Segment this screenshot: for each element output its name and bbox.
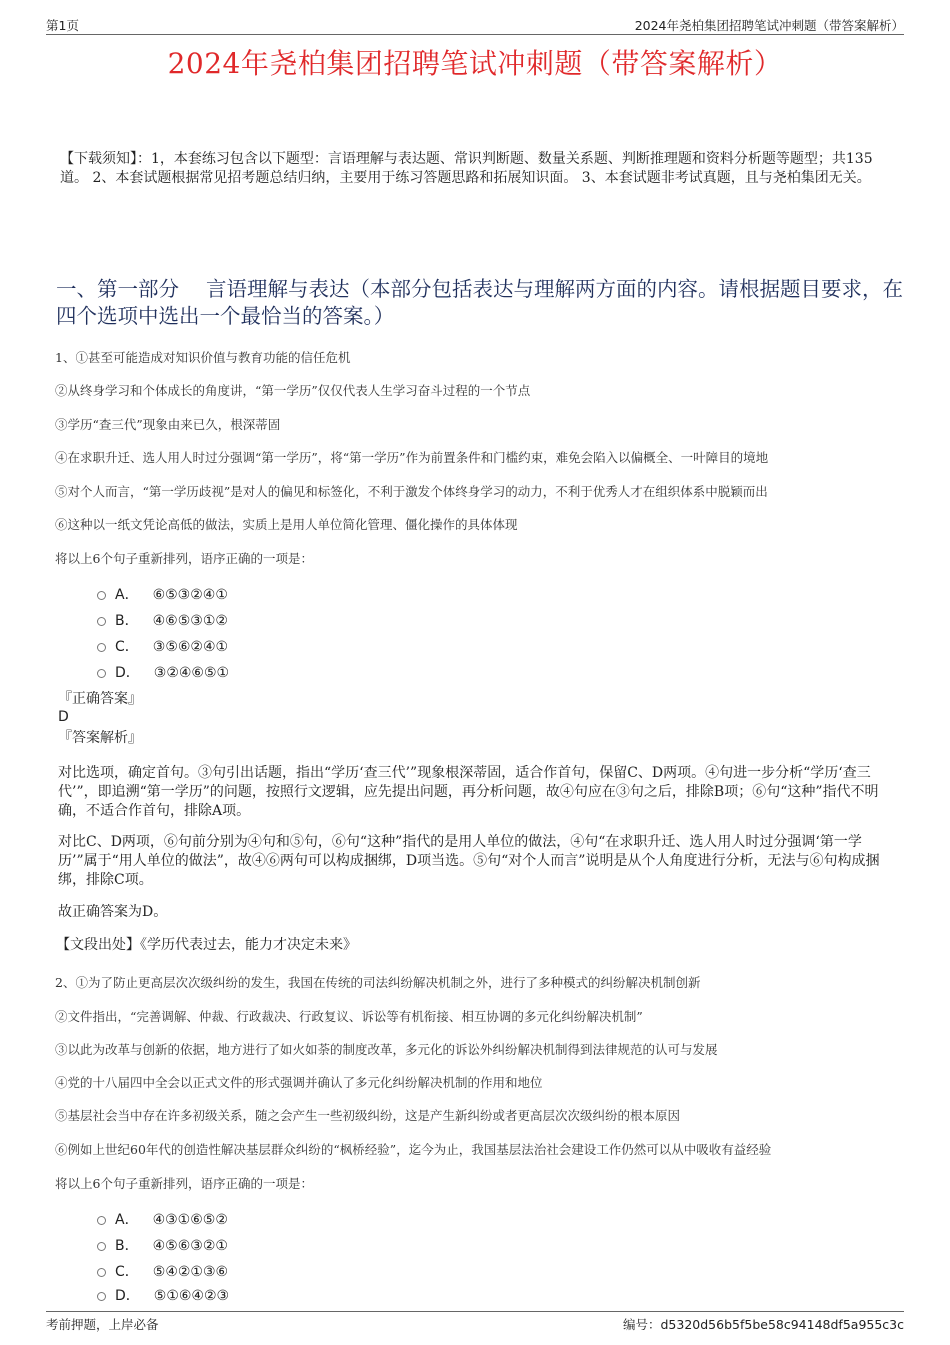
download-notice: 【下载须知】：1，本套练习包含以下题型：言语理解与表达题、常识判断题、数量关系题、判断推理题和资料分析题等题型；共135道。 2、本套试题根据常见招考题总结归纳，主要用于练习答题思路和拓展知识面。 3、本套试题非考试真题，且与尧柏集团无关。 xyxy=(60,151,873,186)
q1-option-c[interactable]: C． ③⑤⑥②④① xyxy=(97,636,228,656)
radio-icon[interactable] xyxy=(97,1242,106,1251)
q1-sentence-6: ⑥这种以一纸文凭论高低的做法，实质上是用人单位简化管理、僵化操作的具体体现 xyxy=(55,517,518,532)
section-heading: 一、第一部分 言语理解与表达（本部分包括表达与理解两方面的内容。请根据题目要求，在四个选项中选出一个最恰当的答案。） xyxy=(56,277,904,328)
q1-analysis-para-1: 对比选项，确定首句。③句引出话题，指出“学历‘查三代’”现象根深蒂固，适合作首句，保留C、D两项。④句进一步分析“学历‘查三代’”，即追溯“第一学历”的问题，按照行文逻辑，应先提出问题，再分析问题，故④句应在③句之后，排除B项；⑥句“这种”指代不明确，不适合作首句，排除A项。 xyxy=(58,765,879,819)
footer-code-label: 编号： xyxy=(622,1317,661,1332)
q1-analysis-label: 『答案解析』 xyxy=(58,730,142,746)
document-title: 2024年尧柏集团招聘笔试冲刺题（带答案解析） xyxy=(167,47,783,80)
q2-option-b[interactable]: B． ④⑤⑥③②① xyxy=(97,1235,228,1255)
header-doc-title: 2024年尧柏集团招聘笔试冲刺题（带答案解析） xyxy=(634,18,904,33)
page-number: 第1页 xyxy=(46,18,79,33)
radio-icon[interactable] xyxy=(97,669,106,678)
q1-sentence-2: ②从终身学习和个体成长的角度讲，“第一学历”仅仅代表人生学习奋斗过程的一个节点 xyxy=(55,383,531,398)
q1-analysis-para-2: 对比C、D两项，⑥句前分别为④句和⑤句，⑥句“这种”指代的是用人单位的做法，④句“在求职升迁、选人用人时过分强调‘第一学历’”属于“用人单位的做法”，故④⑥两句可以构成捆绑，D项当选。⑤句“对个人而言”说明是从个人角度进行分析，无法与⑥句构成捆绑，排除C项。 xyxy=(58,834,880,888)
q1-option-b[interactable]: B． ④⑥⑤③①② xyxy=(97,610,228,630)
q1-prompt: 将以上6个句子重新排列，语序正确的一项是： xyxy=(55,551,313,566)
q2-sentence-4: ④党的十八届四中全会以正式文件的形式强调并确认了多元化纠纷解决机制的作用和地位 xyxy=(55,1075,543,1090)
footer-code-value: d5320d56b5f5be58c94148df5a955c3c xyxy=(660,1317,904,1332)
q2-sentence-2: ②文件指出，“完善调解、仲裁、行政裁决、行政复议、诉讼等有机衔接、相互协调的多元化纠纷解决机制” xyxy=(55,1009,643,1024)
q1-sentence-1: 1、①甚至可能造成对知识价值与教育功能的信任危机 xyxy=(55,350,351,365)
q2-prompt: 将以上6个句子重新排列，语序正确的一项是： xyxy=(55,1176,313,1191)
radio-icon[interactable] xyxy=(97,643,106,652)
q2-sentence-6: ⑥例如上世纪60年代的创造性解决基层群众纠纷的“枫桥经验”，迄今为止，我国基层法治社会建设工作仍然可以从中吸收有益经验 xyxy=(55,1142,772,1157)
radio-icon[interactable] xyxy=(97,1268,106,1277)
footer-divider xyxy=(46,1311,904,1312)
radio-icon[interactable] xyxy=(97,591,106,600)
q1-sentence-5: ⑤对个人而言，“第一学历歧视”是对人的偏见和标签化，不利于激发个体终身学习的动力，不利于优秀人才在组织体系中脱颖而出 xyxy=(55,484,768,499)
q1-source: 【文段出处】《学历代表过去，能力才决定未来》 xyxy=(56,937,357,953)
radio-icon[interactable] xyxy=(97,1292,106,1301)
q1-option-a[interactable]: A． ⑥⑤③②④① xyxy=(97,584,228,604)
footer-code xyxy=(623,1315,904,1333)
q2-option-a[interactable]: A． ④③①⑥⑤② xyxy=(97,1209,228,1229)
q2-sentence-3: ③以此为改革与创新的依据，地方进行了如火如荼的制度改革，多元化的诉讼外纠纷解决机制得到法律规范的认可与发展 xyxy=(55,1042,718,1057)
q1-option-d[interactable]: D． ③②④⑥⑤① xyxy=(97,662,229,682)
footer-slogan: 考前押题，上岸必备 xyxy=(46,1317,159,1332)
header-divider xyxy=(46,34,904,35)
q2-sentence-5: ⑤基层社会当中存在许多初级关系，随之会产生一些初级纠纷，这是产生新纠纷或者更高层次次级纠纷的根本原因 xyxy=(55,1108,681,1123)
q1-answer: D xyxy=(58,709,69,725)
q2-option-d[interactable]: D． ⑤①⑥④②③ xyxy=(97,1285,229,1305)
q1-sentence-3: ③学历“查三代”现象由来已久，根深蒂固 xyxy=(55,417,281,432)
q2-option-c[interactable]: C． ⑤④②①③⑥ xyxy=(97,1261,228,1281)
radio-icon[interactable] xyxy=(97,617,106,626)
radio-icon[interactable] xyxy=(97,1216,106,1225)
q2-sentence-1: 2、①为了防止更高层次次级纠纷的发生，我国在传统的司法纠纷解决机制之外，进行了多种模式的纠纷解决机制创新 xyxy=(55,975,701,990)
q1-sentence-4: ④在求职升迁、选人用人时过分强调“第一学历”，将“第一学历”作为前置条件和门槛约束，难免会陷入以偏概全、一叶障目的境地 xyxy=(55,450,769,465)
q1-answer-label: 『正确答案』 xyxy=(58,691,142,707)
q1-analysis-para-3: 故正确答案为D。 xyxy=(58,904,168,920)
